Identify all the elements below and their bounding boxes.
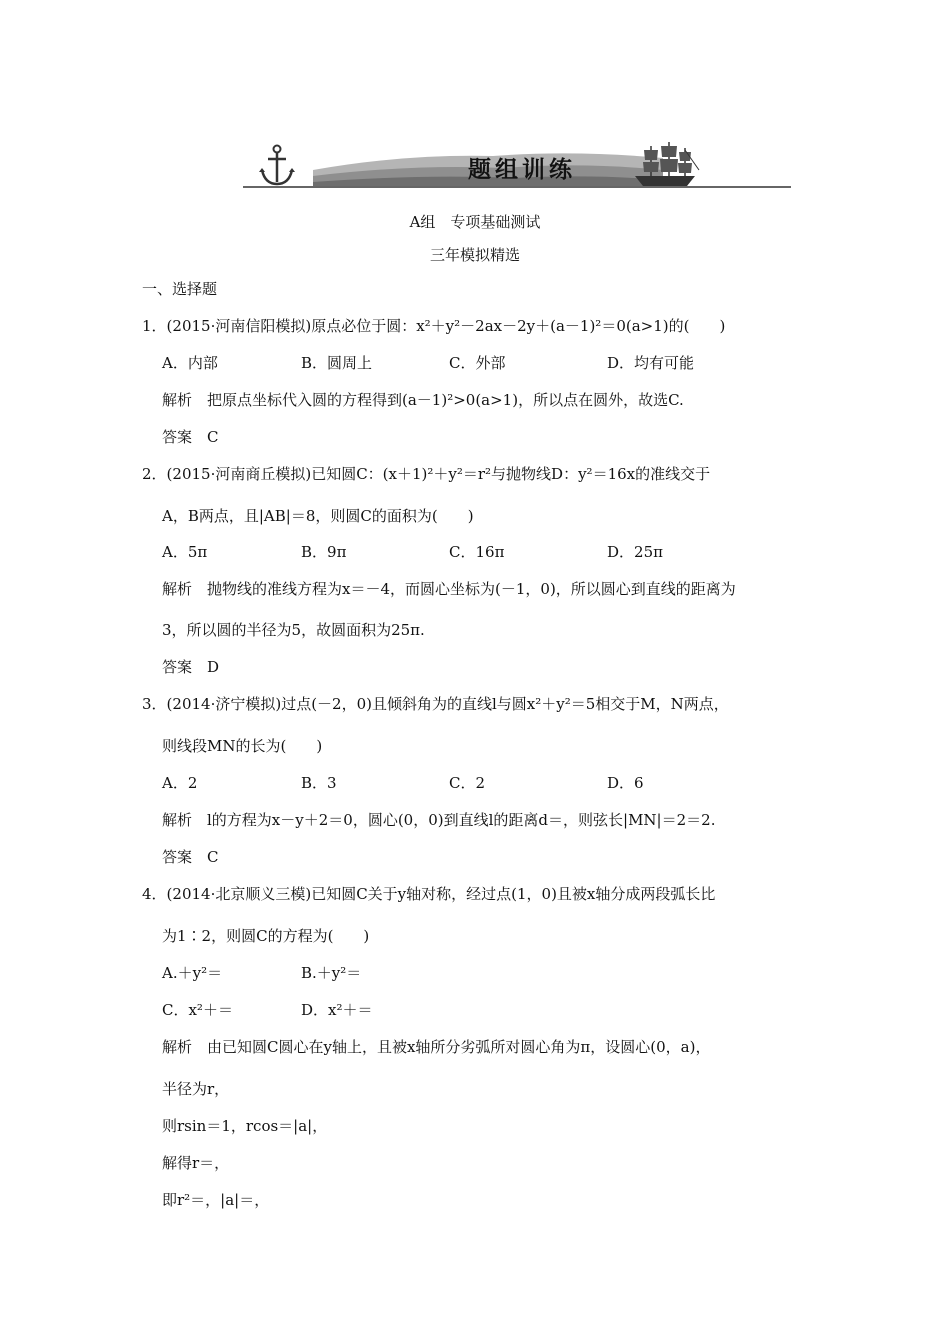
q4-option-b: B.＋y²＝ — [301, 964, 362, 982]
q2-option-d: D．25π — [607, 543, 663, 561]
q4-option-a: A.＋y²＝ — [162, 964, 223, 982]
q3-answer: 答案 C — [162, 848, 219, 866]
q1-option-d: D．均有可能 — [607, 354, 695, 372]
q2-stem-line2: A，B两点，且|AB|＝8，则圆C的面积为( ) — [162, 507, 474, 525]
q1-stem: 1．(2015·河南信阳模拟)原点必位于圆：x²＋y²－2ax－2y＋(a－1)²＝0(a>1)的( ) — [142, 317, 726, 335]
q3-analysis: 解析 l的方程为x－y＋2＝0，圆心(0，0)到直线l的距离d＝，则弦长|MN|＝2＝2. — [162, 811, 716, 829]
q4-solution-line4: 解得r＝， — [162, 1154, 230, 1172]
q4-stem-line1: 4．(2014·北京顺义三模)已知圆C关于y轴对称，经过点(1，0)且被x轴分成两段弧长比 — [142, 885, 716, 903]
q2-stem-line1: 2．(2015·河南商丘模拟)已知圆C：(x＋1)²＋y²＝r²与抛物线D：y²＝16x的准线交于 — [142, 465, 711, 483]
q2-answer: 答案 D — [162, 658, 220, 676]
q4-analysis-line2: 半径为r， — [162, 1080, 230, 1098]
q2-analysis-line2: 3，所以圆的半径为5，故圆面积为25π. — [162, 621, 425, 639]
subtitle: 三年模拟精选 — [429, 246, 520, 264]
q4-analysis-line1: 解析 由已知圆C圆心在y轴上，且被x轴所分劣弧所对圆心角为π，设圆心(0，a)， — [162, 1038, 711, 1056]
q4-solution-line5: 即r²＝，|a|＝， — [162, 1191, 270, 1209]
q2-analysis-line1: 解析 抛物线的准线方程为x＝－4，而圆心坐标为(－1，0)，所以圆心到直线的距离为 — [162, 580, 736, 598]
group-title: A组 专项基础测试 — [409, 213, 541, 231]
q3-stem-line2: 则线段MN的长为( ) — [162, 737, 323, 755]
banner-title: 题组训练 — [468, 157, 576, 183]
q1-answer: 答案 C — [162, 428, 219, 446]
q4-solution-line3: 则rsin＝1，rcos＝|a|， — [162, 1117, 328, 1135]
q1-option-c: C．外部 — [449, 354, 506, 372]
q4-option-c: C．x²＋＝ — [162, 1001, 233, 1019]
q3-stem-line1: 3．(2014·济宁模拟)过点(－2，0)且倾斜角为的直线l与圆x²＋y²＝5相交于M，N两点， — [142, 695, 729, 713]
q4-option-d: D．x²＋＝ — [301, 1001, 373, 1019]
q1-analysis: 解析 把原点坐标代入圆的方程得到(a－1)²>0(a>1)，所以点在圆外，故选C. — [162, 391, 684, 409]
q1-option-a: A．内部 — [162, 354, 218, 372]
q4-stem-line2: 为1∶2，则圆C的方程为( ) — [162, 927, 370, 945]
q3-option-c: C．2 — [449, 774, 486, 792]
section-banner — [243, 140, 791, 194]
q1-option-b: B．圆周上 — [301, 354, 373, 372]
q3-option-d: D．6 — [607, 774, 644, 792]
q2-option-a: A．5π — [162, 543, 208, 561]
q2-option-b: B．9π — [301, 543, 347, 561]
section-heading: 一、选择题 — [142, 280, 218, 298]
q2-option-c: C．16π — [449, 543, 505, 561]
q3-option-b: B．3 — [301, 774, 337, 792]
q3-option-a: A．2 — [162, 774, 198, 792]
